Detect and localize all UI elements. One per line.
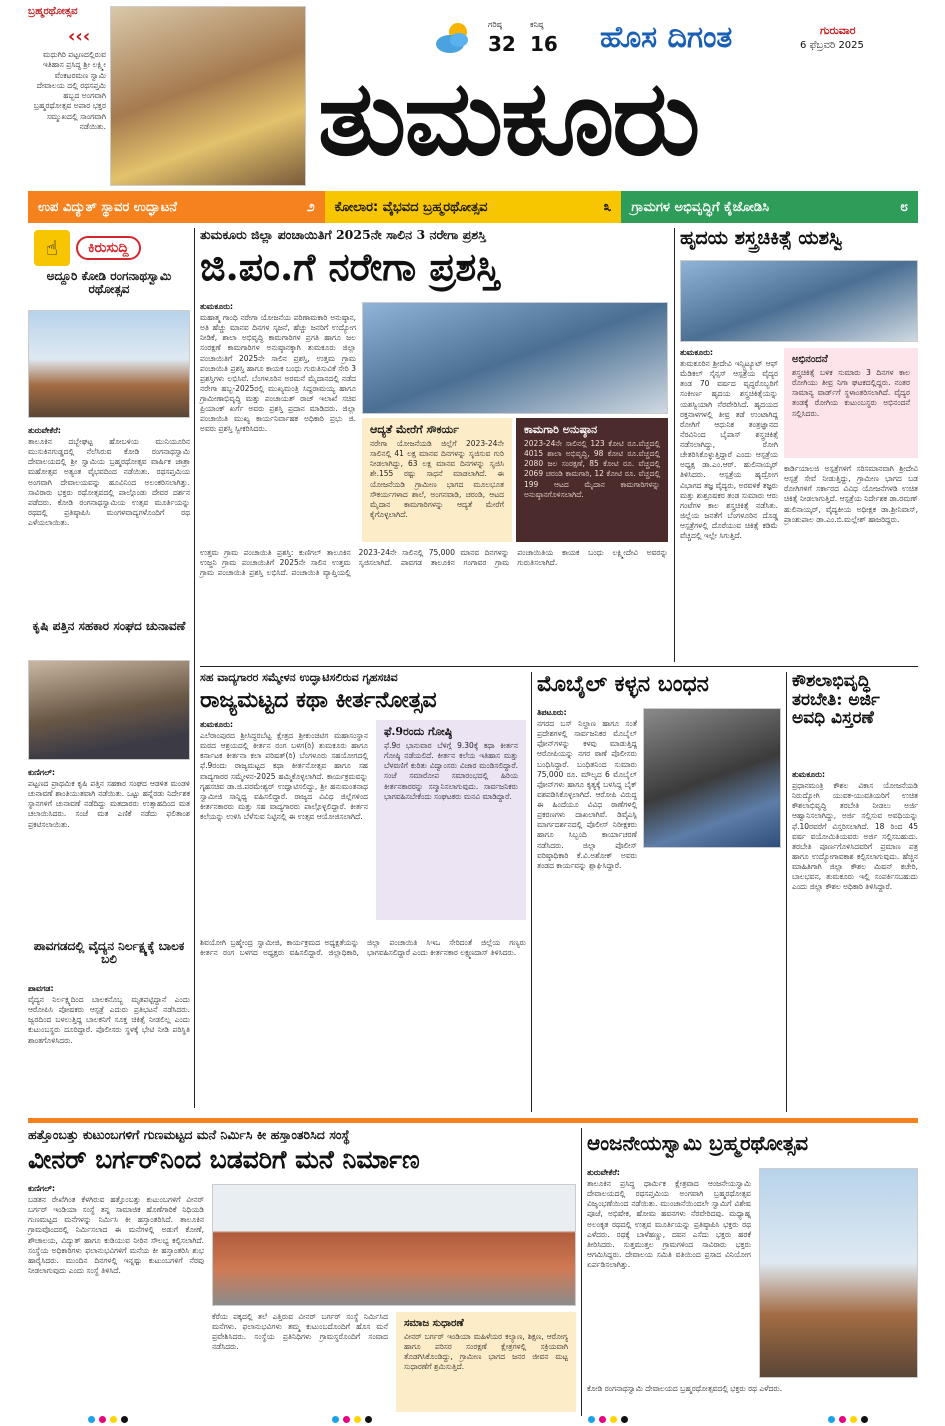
anjaneya-place: ತುರುವೇಕೆರೆ:	[587, 1168, 620, 1177]
issue-day: ಗುರುವಾರ	[820, 24, 856, 37]
heart-box-text: ಶಸ್ತ್ರಚಿಕಿತ್ಸೆ ಬಳಿಕ ಸುಮಾರು 3 ದಿನಗಳ ಕಾಲ ರೋಗಿಯು ತೀವ್ರ ನಿಗಾ ಘಟಕದಲ್ಲಿದ್ದರು. ನಂತರ ಸಾಮಾನ್ಯ ವಾರ್ಡ್‌ಗೆ ಸ್ಥಳಾಂತರಿಸಲಾಗಿದೆ. ವೈದ್ಯರ ತಂಡಕ್ಕೆ ರೋಗಿಯ ಕುಟುಂಬಸ್ಥರು ಅಭಿನಂದನೆ ಸಲ್ಲಿಸಿದರು.	[792, 368, 910, 418]
briefs-column	[28, 228, 190, 1108]
strip-item-2[interactable]	[325, 191, 622, 223]
brief3-title: ಪಾವಗಡದಲ್ಲಿ ವೈದ್ಯನ ನಿರ್ಲಕ್ಷ್ಯಕ್ಕೆ ಬಾಲಕ ಬಲಿ	[33, 939, 185, 967]
lead-story	[200, 228, 668, 662]
column-divider	[674, 228, 675, 662]
houses-box	[396, 1312, 576, 1412]
chevron-left-icon: ‹‹‹	[68, 26, 91, 47]
strip-item-3[interactable]	[621, 191, 918, 223]
strip-page: ೩	[603, 199, 612, 215]
kirtan-box-text: ಫೆ.9ರ ಭಾನುವಾರ ಬೆಳಿಗ್ಗೆ 9.30ಕ್ಕೆ ಕಥಾ ಕೀರ್ತನ ಗೋಷ್ಠಿ ನಡೆಯಲಿದೆ. ಕೀರ್ತನ ಕಲೆಯ ಇತಿಹಾಸ ಮತ್ತು ಬೆಳವಣಿಗೆ ಕುರಿತು ವಿದ್ವಾಂಸರು ವಿಚಾರ ಮಂಡಿಸಲಿದ್ದಾರೆ. ಸಂಜೆ ಸಮಾರೋಪ ಸಮಾರಂಭದಲ್ಲಿ ಹಿರಿಯ ಕೀರ್ತನಕಾರರನ್ನು ಸನ್ಮಾನಿಸಲಾಗುವುದು. ಸಾರ್ವಜನಿಕರು ಭಾಗವಹಿಸಬೇಕೆಂದು ಸಂಘಟಕರು ಮನವಿ ಮಾಡಿದ್ದಾರೆ.	[384, 741, 518, 801]
row-divider	[200, 666, 918, 667]
lead-box2	[516, 418, 668, 542]
houses-kicker: ಹತ್ತೊಂಬತ್ತು ಕುಟುಂಬಗಳಿಗೆ ಗುಣಮಟ್ಟದ ಮನೆ ನಿರ್ಮಿಸಿ ಕೀ ಹಸ್ತಾಂತರಿಸಿದ ಸಂಸ್ಥೆ	[28, 1127, 350, 1142]
print-dots	[88, 1416, 128, 1423]
masthead-photo-panel	[28, 6, 306, 186]
houses-photo	[212, 1184, 576, 1306]
heart-box	[784, 348, 918, 458]
chariot-photo	[110, 6, 306, 186]
brand-logo: ಹೊಸ ದಿಗಂತ	[600, 20, 733, 55]
print-dots	[588, 1416, 628, 1423]
theft-place: ತಿಪಟೂರು:	[537, 708, 567, 717]
anjaneya-photo	[759, 1168, 918, 1378]
strip-label: ಕೋಲಾರ: ವೈಭವದ ಬ್ರಹ್ಮರಥೋತ್ಸವ	[334, 199, 488, 215]
skill-headline: ಕೌಶಲಾಭಿವೃದ್ಧಿ ತರಬೇತಿ: ಅರ್ಜಿ ಅವಧಿ ವಿಸ್ತರಣೆ	[792, 671, 880, 729]
index-strip	[28, 191, 918, 223]
heart-box-title: ಅಭಿನಂದನೆ	[792, 354, 828, 365]
print-dots	[332, 1416, 372, 1423]
anjaneya-caption: ಕೋಡಿ ರಂಗನಾಥಸ್ವಾಮಿ ದೇವಾಲಯದ ಬ್ರಹ್ಮರಥೋತ್ಸವದಲ್ಲಿ ಭಕ್ತರು ರಥ ಎಳೆದರು.	[587, 1384, 783, 1393]
brief3-text: ವೈದ್ಯನ ನಿರ್ಲಕ್ಷ್ಯದಿಂದ ಬಾಲಕನೊಬ್ಬ ಮೃತಪಟ್ಟಿದ್ದಾನೆ ಎಂದು ಆರೋಪಿಸಿ ಪೋಷಕರು ಆಸ್ಪತ್ರೆ ಎದುರು ಪ್ರತಿಭಟನೆ ನಡೆಸಿದರು. ಜ್ವರದಿಂದ ಬಳಲುತ್ತಿದ್ದ ಬಾಲಕನಿಗೆ ಸೂಕ್ತ ಚಿಕಿತ್ಸೆ ನೀಡಲಿಲ್ಲ ಎಂದು ಕುಟುಂಬಸ್ಥರು ದೂರಿದ್ದಾರೆ. ಪೊಲೀಸರು ಸ್ಥಳಕ್ಕೆ ಭೇಟಿ ನೀಡಿ ಪರಿಸ್ಥಿತಿ ಶಾಂತಗೊಳಿಸಿದರು.	[28, 995, 190, 1045]
brief2-title: ಕೃಷಿ ಪತ್ತಿನ ಸಹಕಾರ ಸಂಘದ ಚುನಾವಣೆ	[32, 619, 186, 633]
column-divider	[581, 1128, 582, 1416]
weather-min-label: ಕನಿಷ್ಠ	[530, 20, 544, 29]
column-divider	[194, 228, 195, 1108]
column-divider	[786, 672, 787, 1112]
kirtan-story	[200, 672, 526, 1112]
brief2-place: ಕುಣಿಗಲ್:	[28, 768, 56, 777]
lead-box2-text: 2023-24ನೇ ಸಾಲಿನಲ್ಲಿ 123 ಕೋಟಿ ರೂ.ವೆಚ್ಚದಲ್ಲಿ 4015 ಶಾಲಾ ಅಭಿವೃದ್ಧಿ, 98 ಕೋಟಿ ರೂ.ವೆಚ್ಚದಲ್ಲಿ 2080 ಜಲ ಸಂರಕ್ಷಣೆ, 85 ಕೋಟಿ ರೂ. ವೆಚ್ಚದಲ್ಲಿ 2069 ಚರಂಡಿ ಕಾಮಗಾರಿ, 12 ಕೋಟಿ ರೂ. ವೆಚ್ಚದಲ್ಲಿ 199 ಆಟದ ಮೈದಾನ ಕಾಮಗಾರಿಗಳನ್ನು ಅನುಷ್ಠಾನಗೊಳಿಸಲಾಗಿದೆ.	[524, 439, 660, 499]
houses-story	[28, 1128, 576, 1416]
lead-text: ಮಹಾತ್ಮ ಗಾಂಧಿ ನರೇಗಾ ಯೋಜನೆಯ ಪರಿಣಾಮಕಾರಿ ಅನುಷ್ಠಾನ, ಅತಿ ಹೆಚ್ಚು ಮಾನವ ದಿನಗಳ ಸೃಜನೆ, ಹೆಚ್ಚು ಜನರಿಗೆ ಉದ್ಯೋಗ ನೀಡಿಕೆ, ಶಾಲಾ ಅಭಿವೃದ್ಧಿ ಕಾಮಗಾರಿಗಳ ಪ್ರಗತಿ ಹಾಗೂ ಜಲ ಸಂರಕ್ಷಣೆ ಕಾಮಗಾರಿಗಳ ಅನುಷ್ಠಾನಕ್ಕಾಗಿ ತುಮಕೂರು ಜಿಲ್ಲಾ ಪಂಚಾಯಿತಿಗೆ 2025ನೇ ಸಾಲಿನ ಪ್ರಶಸ್ತಿ, ಉತ್ತಮ ಗ್ರಾಮ ಪಂಚಾಯಿತಿ ಪ್ರಶಸ್ತಿ ಹಾಗೂ ಕಾಯಕ ಬಂಧು ಗುರುತಿಸುವಿಕೆ ಸೇರಿ 3 ಪ್ರಶಸ್ತಿಗಳು ಲಭಿಸಿವೆ. ಬೆಂಗಳೂರಿನ ಅರಮನೆ ಮೈದಾನದಲ್ಲಿ ನಡೆದ ನರೇಗಾ ಹಬ್ಬ-2025ರಲ್ಲಿ ಮುಖ್ಯಮಂತ್ರಿ ಸಿದ್ದರಾಮಯ್ಯ ಹಾಗೂ ಗ್ರಾಮೀಣಾಭಿವೃದ್ಧಿ ಮತ್ತು ಪಂಚಾಯತ್ ರಾಜ್ ಇಲಾಖೆ ಸಚಿವ ಪ್ರಿಯಾಂಕ್ ಖರ್ಗೆ ಅವರು ಪ್ರಶಸ್ತಿ ಪ್ರದಾನ ಮಾಡಿದರು. ಜಿಲ್ಲಾ ಪಂಚಾಯಿತಿ ಮುಖ್ಯ ಕಾರ್ಯನಿರ್ವಾಹಕ ಅಧಿಕಾರಿ ಪ್ರಭು ಜಿ. ಅವರು ಪ್ರಶಸ್ತಿ ಸ್ವೀಕರಿಸಿದರು.	[200, 313, 356, 434]
lead-headline: ಜಿ.ಪಂ.ಗೆ ನರೇಗಾ ಪ್ರಶಸ್ತಿ	[200, 244, 500, 289]
brief1-place: ತುರುವೇಕೆರೆ:	[28, 426, 61, 435]
strip-label: ಉಪ ವಿದ್ಯುತ್ ಸ್ಥಾವರ ಉದ್ಘಾಟನೆ	[38, 199, 177, 215]
issue-date: 6 ಫೆಬ್ರವರಿ 2025	[800, 40, 864, 51]
hand-icon: ☝	[34, 230, 70, 266]
weather-icon	[434, 18, 474, 58]
lead-place: ತುಮಕೂರು:	[200, 302, 234, 311]
section-label: ಬ್ರಹ್ಮರಥೋತ್ಸವ	[28, 6, 78, 17]
theft-story	[537, 672, 781, 1112]
kirtan-place: ತುಮಕೂರು:	[200, 720, 234, 729]
lead-box1-text: ನರೇಗಾ ಯೋಜನೆಯಡಿ ಜಿಲ್ಲೆಗೆ 2023-24ನೇ ಸಾಲಿನಲ್ಲಿ 41 ಲಕ್ಷ ಮಾನವ ದಿನಗಳನ್ನು ಸೃಜಿಸುವ ಗುರಿ ನೀಡಲಾಗಿದ್ದು, 63 ಲಕ್ಷ ಮಾನವ ದಿನಗಳನ್ನು ಸೃಜಿಸಿ ಶೇ.155 ರಷ್ಟು ಸಾಧನೆ ಮಾಡಲಾಗಿದೆ. ಈ ಯೋಜನೆಯಡಿ ಗ್ರಾಮೀಣ ಭಾಗದ ಮೂಲಭೂತ ಸೌಕರ್ಯಗಳಾದ ಶಾಲೆ, ಅಂಗನವಾಡಿ, ಚರಂಡಿ, ಆಟದ ಮೈದಾನ ಕಾಮಗಾರಿಗಳನ್ನು ಆದ್ಯತೆ ಮೇರೆಗೆ ಕೈಗೊಳ್ಳಲಾಗಿದೆ.	[370, 439, 504, 519]
weather-max-label: ಗರಿಷ್ಠ	[488, 20, 502, 29]
brief1-title: ಅದ್ದೂರಿ ಕೋಡಿ ರಂಗನಾಥಸ್ವಾಮಿ ರಥೋತ್ಸವ	[46, 269, 172, 297]
lead-award-photo	[362, 302, 668, 414]
lead-box1	[362, 418, 512, 542]
brief1-text: ತಾಲೂಕಿನ ದಬ್ಬೇಘಟ್ಟ ಹೋಬಳಿಯ ಮುನಿಯೂರಿನ ಮುಸುಕಿನಗುಡ್ಡದಲ್ಲಿ ನೆಲೆಸಿರುವ ಕೋಡಿ ರಂಗನಾಥಸ್ವಾಮಿ ದೇವಾಲಯದಲ್ಲಿ ಶ್ರೀ ಸ್ವಾಮಿಯ ಬ್ರಹ್ಮರಥೋತ್ಸವ ವಾರ್ಷಿಕ ಜಾತ್ರಾ ಮಹೋತ್ಸವ ಅತ್ಯಂತ ವೈಭವದಿಂದ ನಡೆಯಿತು. ರಥಸಪ್ತಮಿಯ ಅಂಗವಾಗಿ ದೇವಾಲಯವನ್ನು ಹೂವಿನಿಂದ ಅಲಂಕರಿಸಲಾಗಿತ್ತು. ಸಾವಿರಾರು ಭಕ್ತರು ರಥೋತ್ಸವದಲ್ಲಿ ಪಾಲ್ಗೊಂಡು ದೇವರ ದರ್ಶನ ಪಡೆದರು. ಕೋಡಿ ರಂಗನಾಥಸ್ವಾಮಿಯ ಉತ್ಸವ ಮೂರ್ತಿಯನ್ನು ರಥದಲ್ಲಿ ಪ್ರತಿಷ್ಠಾಪಿಸಿ ಮಂಗಳವಾದ್ಯಗಳೊಂದಿಗೆ ರಥ ಎಳೆಯಲಾಯಿತು.	[28, 437, 190, 527]
anjaneya-text: ತಾಲೂಕಿನ ಪ್ರಸಿದ್ಧ ಧಾರ್ಮಿಕ ಕ್ಷೇತ್ರವಾದ ಆಂಜನೇಯಸ್ವಾಮಿ ದೇವಾಲಯದಲ್ಲಿ ರಥಸಪ್ತಮಿಯ ಅಂಗವಾಗಿ ಬ್ರಹ್ಮರಥೋತ್ಸವ ವಿಜೃಂಭಣೆಯಿಂದ ನಡೆಯಿತು. ಮುಂಜಾನೆಯಿಂದಲೇ ಸ್ವಾಮಿಗೆ ವಿಶೇಷ ಪೂಜೆ, ಅಭಿಷೇಕ, ಹೋಮ ಹವನಗಳು ನೆರವೇರಿದವು. ಮಧ್ಯಾಹ್ನ ಅಲಂಕೃತ ರಥದಲ್ಲಿ ಉತ್ಸವ ಮೂರ್ತಿಯನ್ನು ಪ್ರತಿಷ್ಠಾಪಿಸಿ ಭಕ್ತರು ರಥ ಎಳೆದರು. ರಥಕ್ಕೆ ಬಾಳೆಹಣ್ಣು, ದವನ ಎಸೆದು ಭಕ್ತರು ಹರಕೆ ತೀರಿಸಿದರು. ಸುತ್ತಮುತ್ತಲ ಗ್ರಾಮಗಳಿಂದ ಸಾವಿರಾರು ಭಕ್ತರು ಆಗಮಿಸಿದ್ದರು. ದೇವಾಲಯ ಸಮಿತಿ ವತಿಯಿಂದ ಪ್ರಸಾದ ವಿನಿಯೋಗ ಏರ್ಪಡಿಸಲಾಗಿತ್ತು.	[587, 1179, 751, 1269]
heart-headline: ಹೃದಯ ಶಸ್ತ್ರಚಿಕಿತ್ಸೆ ಯಶಸ್ವಿ	[680, 227, 843, 249]
heart-text: ತುಮಕೂರಿನ ಶ್ರೀದೇವಿ ಇನ್ಸ್ಟಿಟ್ಯೂಟ್ ಆಫ್ ಮೆಡಿಕಲ್ ಸೈನ್ಸಸ್ ಆಸ್ಪತ್ರೆಯ ವೈದ್ಯರ ತಂಡ 70 ವರ್ಷದ ವೃದ್ಧರೊಬ್ಬರಿಗೆ ಸಂಕೀರ್ಣ ಹೃದಯ ಶಸ್ತ್ರಚಿಕಿತ್ಸೆಯನ್ನು ಯಶಸ್ವಿಯಾಗಿ ನೆರವೇರಿಸಿದೆ. ಹೃದಯದ ರಕ್ತನಾಳಗಳಲ್ಲಿ ತೀವ್ರ ತಡೆ ಉಂಟಾಗಿದ್ದ ರೋಗಿಗೆ ಆಧುನಿಕ ತಂತ್ರಜ್ಞಾನದ ನೆರವಿನಿಂದ ಬೈಪಾಸ್ ಶಸ್ತ್ರಚಿಕಿತ್ಸೆ ನಡೆಸಲಾಗಿದ್ದು, ರೋಗಿ ಚೇತರಿಸಿಕೊಳ್ಳುತ್ತಿದ್ದಾರೆ ಎಂದು ಆಸ್ಪತ್ರೆಯ ಅಧ್ಯಕ್ಷ ಡಾ.ಎಂ.ಆರ್. ಹುಲಿನಾಯ್ಕರ್ ತಿಳಿಸಿದರು. ಆಸ್ಪತ್ರೆಯ ಹೃದ್ರೋಗ ವಿಭಾಗದ ತಜ್ಞ ವೈದ್ಯರು, ಅರವಳಿಕೆ ತಜ್ಞರು ಮತ್ತು ಶುಶ್ರೂಷಕರ ತಂಡ ಸುಮಾರು ಆರು ಗಂಟೆಗಳ ಕಾಲ ಶಸ್ತ್ರಚಿಕಿತ್ಸೆ ನಡೆಸಿತು. ಜಿಲ್ಲೆಯ ಜನತೆಗೆ ಬೆಂಗಳೂರಿನ ದೊಡ್ಡ ಆಸ್ಪತ್ರೆಗಳಲ್ಲಿ ದೊರೆಯುವ ಚಿಕಿತ್ಸೆ ಕಡಿಮೆ ವೆಚ್ಚದಲ್ಲಿ ಇಲ್ಲೇ ಸಿಗುತ್ತಿದೆ.	[680, 359, 778, 541]
strip-page: ೮	[900, 199, 909, 215]
lead-kicker: ತುಮಕೂರು ಜಿಲ್ಲಾ ಪಂಚಾಯಿತಿಗೆ 2025ನೇ ಸಾಲಿನ 3 ನರೇಗಾ ಪ್ರಶಸ್ತಿ	[200, 227, 486, 242]
houses-headline: ವೀನರ್ ಬರ್ಗರ್‌ನಿಂದ ಬಡವರಿಗೆ ಮನೆ ನಿರ್ಮಾಣ	[28, 1145, 420, 1174]
skill-story	[792, 672, 918, 1112]
theft-text: ನಗರದ ಬಸ್ ನಿಲ್ದಾಣ ಹಾಗೂ ಸಂತೆ ಪ್ರದೇಶಗಳಲ್ಲಿ ಸಾರ್ವಜನಿಕರ ಮೊಬೈಲ್ ಫೋನ್‌ಗಳನ್ನು ಕಳವು ಮಾಡುತ್ತಿದ್ದ ಆರೋಪಿಯನ್ನು ನಗರ ಠಾಣೆ ಪೊಲೀಸರು ಬಂಧಿಸಿದ್ದಾರೆ. ಬಂಧಿತನಿಂದ ಸುಮಾರು 75,000 ರೂ. ಮೌಲ್ಯದ 6 ಮೊಬೈಲ್ ಫೋನ್‌ಗಳು ಹಾಗೂ ಕೃತ್ಯಕ್ಕೆ ಬಳಸಿದ್ದ ಬೈಕ್ ವಶಪಡಿಸಿಕೊಳ್ಳಲಾಗಿದೆ. ಆರೋಪಿ ವಿರುದ್ಧ ಈ ಹಿಂದೆಯೂ ವಿವಿಧ ಠಾಣೆಗಳಲ್ಲಿ ಪ್ರಕರಣಗಳು ದಾಖಲಾಗಿವೆ. ಡಿವೈಎಸ್ಪಿ ಮಾರ್ಗದರ್ಶನದಲ್ಲಿ ಪೊಲೀಸ್ ನಿರೀಕ್ಷಕರು ಹಾಗೂ ಸಿಬ್ಬಂದಿ ಕಾರ್ಯಾಚರಣೆ ನಡೆಸಿದರು. ಜಿಲ್ಲಾ ಪೊಲೀಸ್ ವರಿಷ್ಠಾಧಿಕಾರಿ ಕೆ.ವಿ.ಅಶೋಕ್ ಅವರು ತಂಡದ ಕಾರ್ಯವನ್ನು ಶ್ಲಾಘಿಸಿದ್ದಾರೆ.	[537, 719, 637, 870]
anjaneya-story	[587, 1128, 918, 1416]
temp-min: 16	[530, 32, 558, 56]
temp-max: 32	[488, 32, 516, 56]
brief1-photo	[28, 310, 190, 418]
heart-photo	[680, 260, 918, 342]
column-divider	[531, 672, 532, 1112]
kiru-suddi-label: ಕಿರುಸುದ್ದಿ	[76, 236, 141, 260]
brief2-photo	[28, 660, 190, 760]
kirtan-text2: ಶಿವಯೋಗಿ ಬ್ರಹ್ಮೇಂದ್ರ ಸ್ವಾಮೀಜಿ, ಕಾರ್ಯಕ್ರಮದ ಅಧ್ಯಕ್ಷತೆಯನ್ನು ಕೀರ್ತನ ರಂಗ ಬಳಗದ ಅಧ್ಯಕ್ಷರು ವಹಿಸಲಿದ್ದಾರೆ. ಜಿಲ್ಲಾಧಿಕಾರಿ, ಜಿಲ್ಲಾ ಪಂಚಾಯಿತಿ ಸಿಇಒ ಸೇರಿದಂತೆ ಜಿಲ್ಲೆಯ ಗಣ್ಯರು ಭಾಗವಹಿಸಲಿದ್ದಾರೆ ಎಂದು ಕೀರ್ತನಕಾರ ಲಕ್ಷ್ಮಣದಾಸ್ ತಿಳಿಸಿದರು.	[200, 938, 526, 958]
corner-caption: ಮಧುಗಿರಿ ಪಟ್ಟಣದಲ್ಲಿರುವ ಇತಿಹಾಸ ಪ್ರಸಿದ್ಧ ಶ್ರೀ ಲಕ್ಷ್ಮೀ ವೆಂಕಟರಮಣ ಸ್ವಾಮಿ ದೇವಾಲಯ ದಲ್ಲಿ ರಥಸಪ್ತಮಿ ಹಬ್ಬದ ಅಂಗವಾಗಿ ಬ್ರಹ್ಮರಥೋತ್ಸವ ಅಪಾರ ಭಕ್ತರ ಸಮ್ಮುಖದಲ್ಲಿ ಸಾಂಗವಾಗಿ ನಡೆಯಿತು.	[33, 50, 106, 131]
kirtan-text: ಎಲೆರಾಂಪುರದ ಶ್ರೀಸಿದ್ಧರಬೆಟ್ಟ ಕ್ಷೇತ್ರದ ಶ್ರೀಕುಂಚಿಟಿಗ ಮಹಾಸಂಸ್ಥಾನ ಮಠದ ಆಶ್ರಯದಲ್ಲಿ ಕೀರ್ತನ ರಂಗ ಬಳಗ(ರಿ) ತುಮಕೂರು ಹಾಗೂ ಕರ್ನಾಟಕ ಕೀರ್ತನಾ ಕಲಾ ಪರಿಷತ್(ರಿ) ಬೆಂಗಳೂರು ಸಹಯೋಗದಲ್ಲಿ ಫೆ.9ರಂದು ರಾಜ್ಯಮಟ್ಟದ ಕಥಾ ಕೀರ್ತನೋತ್ಸವ ಹಾಗೂ ಸಹ ವಾದ್ಯಗಾರರ ಸಮ್ಮೇಳನ-2025 ಹಮ್ಮಿಕೊಳ್ಳಲಾಗಿದೆ. ಕಾರ್ಯಕ್ರಮವನ್ನು ಗೃಹಸಚಿವ ಡಾ.ಜಿ.ಪರಮೇಶ್ವರ್ ಉದ್ಘಾಟಿಸಲಿದ್ದು, ಶ್ರೀ ಹನುಮಂತನಾಥ ಸ್ವಾಮೀಜಿ ಸಾನ್ನಿಧ್ಯ ವಹಿಸಲಿದ್ದಾರೆ. ರಾಜ್ಯದ ವಿವಿಧ ಜಿಲ್ಲೆಗಳಿಂದ ಕೀರ್ತನಕಾರರು ಮತ್ತು ಸಹ ವಾದ್ಯಗಾರರು ಪಾಲ್ಗೊಳ್ಳಲಿದ್ದಾರೆ. ಕೀರ್ತನ ಕಲೆಯನ್ನು ಉಳಿಸಿ ಬೆಳೆಸುವ ನಿಟ್ಟಿನಲ್ಲಿ ಈ ಉತ್ಸವ ಆಯೋಜಿಸಲಾಗಿದೆ.	[200, 731, 368, 821]
strip-label: ಗ್ರಾಮಗಳ ಅಭಿವೃದ್ಧಿಗೆ ಕೈಜೋಡಿಸಿ	[631, 199, 769, 215]
kirtan-kicker: ಸಹ ವಾದ್ಯಗಾರರ ಸಮ್ಮೇಳನ ಉದ್ಘಾಟಿಸಲಿರುವ ಗೃಹಸಚಿವ	[200, 671, 398, 684]
strip-item-1[interactable]	[28, 191, 325, 223]
heart-story	[680, 228, 918, 662]
anjaneya-headline: ಆಂಜನೇಯಸ್ವಾಮಿ ಬ್ರಹ್ಮರಥೋತ್ಸವ	[587, 1131, 809, 1155]
houses-place: ಕುಣಿಗಲ್:	[28, 1184, 56, 1193]
lead-box2-title: ಕಾಮಗಾರಿ ಅನುಷ್ಠಾನ	[524, 423, 598, 436]
brief2-text: ಪಟ್ಟಣದ ಪ್ರಾಥಮಿಕ ಕೃಷಿ ಪತ್ತಿನ ಸಹಕಾರ ಸಂಘದ ಆಡಳಿತ ಮಂಡಳಿ ಚುನಾವಣೆ ಶಾಂತಿಯುತವಾಗಿ ನಡೆಯಿತು. ಒಟ್ಟು ಹನ್ನೆರಡು ನಿರ್ದೇಶಕ ಸ್ಥಾನಗಳಿಗೆ ಚುನಾವಣೆ ನಡೆದಿದ್ದು ಮತದಾರರು ಉತ್ಸಾಹದಿಂದ ಮತ ಚಲಾಯಿಸಿದರು. ಸಂಜೆ ಮತ ಎಣಿಕೆ ನಡೆದು ಫಲಿತಾಂಶ ಪ್ರಕಟಿಸಲಾಯಿತು.	[28, 779, 190, 829]
houses-box-title: ಸಮಾಜ ಸುಧಾರಣೆ	[404, 1318, 464, 1329]
houses-text: ಬಡತನ ರೇಖೆಗಿಂತ ಕೆಳಗಿರುವ ಹತ್ತೊಂಬತ್ತು ಕುಟುಂಬಗಳಿಗೆ ವೀನರ್ ಬರ್ಗರ್ ಇಂಡಿಯಾ ಸಂಸ್ಥೆ ತನ್ನ ಸಾಮಾಜಿಕ ಹೊಣೆಗಾರಿಕೆ ನಿಧಿಯಡಿ ಗುಣಮಟ್ಟದ ಮನೆಗಳನ್ನು ನಿರ್ಮಿಸಿ ಕೀ ಹಸ್ತಾಂತರಿಸಿದೆ. ತಾಲೂಕಿನ ಗ್ರಾಮವೊಂದರಲ್ಲಿ ನಿರ್ಮಿಸಲಾದ ಈ ಮನೆಗಳಲ್ಲಿ ಅಡುಗೆ ಕೋಣೆ, ಶೌಚಾಲಯ, ವಿದ್ಯುತ್ ಹಾಗೂ ಕುಡಿಯುವ ನೀರಿನ ಸೌಲಭ್ಯ ಕಲ್ಪಿಸಲಾಗಿದೆ. ಸಂಸ್ಥೆಯ ಅಧಿಕಾರಿಗಳು ಫಲಾನುಭವಿಗಳಿಗೆ ಮನೆಯ ಕೀ ಹಸ್ತಾಂತರಿಸಿ ಶುಭ ಹಾರೈಸಿದರು. ಮುಂದಿನ ದಿನಗಳಲ್ಲಿ ಇನ್ನಷ್ಟು ಕುಟುಂಬಗಳಿಗೆ ನೆರವು ನೀಡಲಾಗುವುದು ಎಂದು ಸಂಸ್ಥೆ ತಿಳಿಸಿದೆ.	[28, 1195, 204, 1275]
print-dots	[828, 1416, 868, 1423]
kirtan-box	[376, 720, 526, 920]
kirtan-headline: ರಾಜ್ಯಮಟ್ಟದ ಕಥಾ ಕೀರ್ತನೋತ್ಸವ	[200, 687, 437, 713]
brief3-place: ಪಾವಗಡ:	[28, 984, 54, 993]
houses-box-text: ವೀನರ್ ಬರ್ಗರ್ ಇಂಡಿಯಾ ಮಹಿಳೆಯರ ಕಲ್ಯಾಣ, ಶಿಕ್ಷಣ, ಆರೋಗ್ಯ ಹಾಗೂ ಪರಿಸರ ಸಂರಕ್ಷಣೆ ಕ್ಷೇತ್ರಗಳಲ್ಲಿ ಸಕ್ರಿಯವಾಗಿ ತೊಡಗಿಸಿಕೊಂಡಿದ್ದು, ಗ್ರಾಮೀಣ ಭಾಗದ ಜನರ ಜೀವನ ಮಟ್ಟ ಸುಧಾರಣೆಗೆ ಶ್ರಮಿಸುತ್ತಿದೆ.	[404, 1332, 568, 1372]
skill-text: ಪ್ರಧಾನಮಂತ್ರಿ ಕೌಶಲ ವಿಕಾಸ ಯೋಜನೆಯಡಿ ನಿರುದ್ಯೋಗಿ ಯುವಕ-ಯುವತಿಯರಿಗೆ ಉಚಿತ ಕೌಶಲಾಭಿವೃದ್ಧಿ ತರಬೇತಿ ನೀಡಲು ಅರ್ಜಿ ಆಹ್ವಾನಿಸಲಾಗಿದ್ದು, ಅರ್ಜಿ ಸಲ್ಲಿಸುವ ಅವಧಿಯನ್ನು ಫೆ.10ರವರೆಗೆ ವಿಸ್ತರಿಸಲಾಗಿದೆ. 18 ರಿಂದ 45 ವರ್ಷ ವಯೋಮಿತಿಯವರು ಅರ್ಜಿ ಸಲ್ಲಿಸಬಹುದು. ತರಬೇತಿ ಪೂರ್ಣಗೊಳಿಸಿದವರಿಗೆ ಪ್ರಮಾಣ ಪತ್ರ ಹಾಗೂ ಉದ್ಯೋಗಾವಕಾಶ ಕಲ್ಪಿಸಲಾಗುವುದು. ಹೆಚ್ಚಿನ ಮಾಹಿತಿಗಾಗಿ ಜಿಲ್ಲಾ ಕೌಶಲ ಮಿಷನ್ ಕಚೇರಿ, ಬಾಲಭವನ, ತುಮಕೂರು ಇಲ್ಲಿ ಸಂಪರ್ಕಿಸಬಹುದು ಎಂದು ಜಿಲ್ಲಾ ಕೌಶಲ ಅಧಿಕಾರಿ ತಿಳಿಸಿದ್ದಾರೆ.	[792, 781, 918, 892]
kirtan-box-title: ಫೆ.9ರಂದು ಗೋಷ್ಠಿ	[384, 725, 453, 738]
city-title: ತುಮಕೂರು	[318, 57, 699, 179]
houses-caption: ಕೆರೆಯ ಪಕ್ಕದಲ್ಲಿ ತಲೆ ಎತ್ತಿರುವ ವೀನರ್ ಬರ್ಗರ್ ಸಂಸ್ಥೆ ನಿರ್ಮಿಸಿದ ಮನೆಗಳು. ಫಲಾನುಭವಿಗಳು ತಮ್ಮ ಕುಟುಂಬದೊಂದಿಗೆ ಹೊಸ ಮನೆ ಪ್ರವೇಶಿಸಿದರು. ಸಂಸ್ಥೆಯ ಪ್ರತಿನಿಧಿಗಳು ಗ್ರಾಮಸ್ಥರೊಂದಿಗೆ ಸಂವಾದ ನಡೆಸಿದರು.	[212, 1312, 388, 1352]
skill-place: ತುಮಕೂರು:	[792, 770, 826, 779]
theft-headline: ಮೊಬೈಲ್ ಕಳ್ಳನ ಬಂಧನ	[537, 671, 709, 697]
strip-page: ೨	[306, 199, 315, 215]
heart-place: ತುಮಕೂರು:	[680, 348, 714, 357]
heart-text2: ಕಾರ್ಡಿಯಾಲಜಿ ಅಸ್ಪತ್ರೆಗಳಿಗೆ ಸರಿಸಮಾನವಾಗಿ ಶ್ರೀದೇವಿ ಆಸ್ಪತ್ರೆ ಸೇವೆ ನೀಡುತ್ತಿದ್ದು, ಗ್ರಾಮೀಣ ಭಾಗದ ಬಡ ರೋಗಿಗಳಿಗೆ ಸರ್ಕಾರದ ವಿವಿಧ ಯೋಜನೆಗಳಡಿ ಉಚಿತ ಚಿಕಿತ್ಸೆ ನೀಡಲಾಗುತ್ತಿದೆ. ಆಸ್ಪತ್ರೆಯ ನಿರ್ದೇಶಕ ಡಾ.ರಮಣ್ ಹುಲಿನಾಯ್ಕರ್, ವೈದ್ಯಕೀಯ ಅಧೀಕ್ಷಕ ಡಾ.ಶ್ರೀನಿವಾಸ್, ಪ್ರಾಂಶುಪಾಲ ಡಾ.ಎಂ.ಬಿ.ಮಲ್ಲೇಶ್ ಹಾಜರಿದ್ದರು.	[784, 464, 918, 524]
lead-text2: ಉತ್ತಮ ಗ್ರಾಮ ಪಂಚಾಯಿತಿ ಪ್ರಶಸ್ತಿ: ಕುಣಿಗಲ್ ತಾಲೂಕಿನ ಉಜ್ಜನಿ ಗ್ರಾಮ ಪಂಚಾಯಿತಿಗೆ 2025ನೇ ಸಾಲಿನ ಉತ್ತಮ ಗ್ರಾಮ ಪಂಚಾಯಿತಿ ಪ್ರಶಸ್ತಿ ಲಭಿಸಿದೆ. ಪಂಚಾಯಿತಿ ವ್ಯಾಪ್ತಿಯಲ್ಲಿ 2023-24ನೇ ಸಾಲಿನಲ್ಲಿ 75,000 ಮಾನವ ದಿನಗಳನ್ನು ಸೃಜಿಸಲಾಗಿದೆ. ಪಾವಗಡ ತಾಲೂಕಿನ ಗಂಗಾವರ ಗ್ರಾಮ ಪಂಚಾಯಿತಿಯ ಕಾಯಕ ಬಂಧು ಲಕ್ಷ್ಮೀದೇವಿ ಅವರನ್ನು ಗುರುತಿಸಲಾಗಿದೆ.	[200, 548, 668, 578]
lead-box1-title: ಆದ್ಯತೆ ಮೇರೆಗೆ ಸೌಕರ್ಯ	[370, 423, 459, 436]
seized-items-photo	[643, 708, 781, 848]
kiru-suddi-header	[34, 228, 184, 268]
section-separator	[28, 1118, 918, 1123]
